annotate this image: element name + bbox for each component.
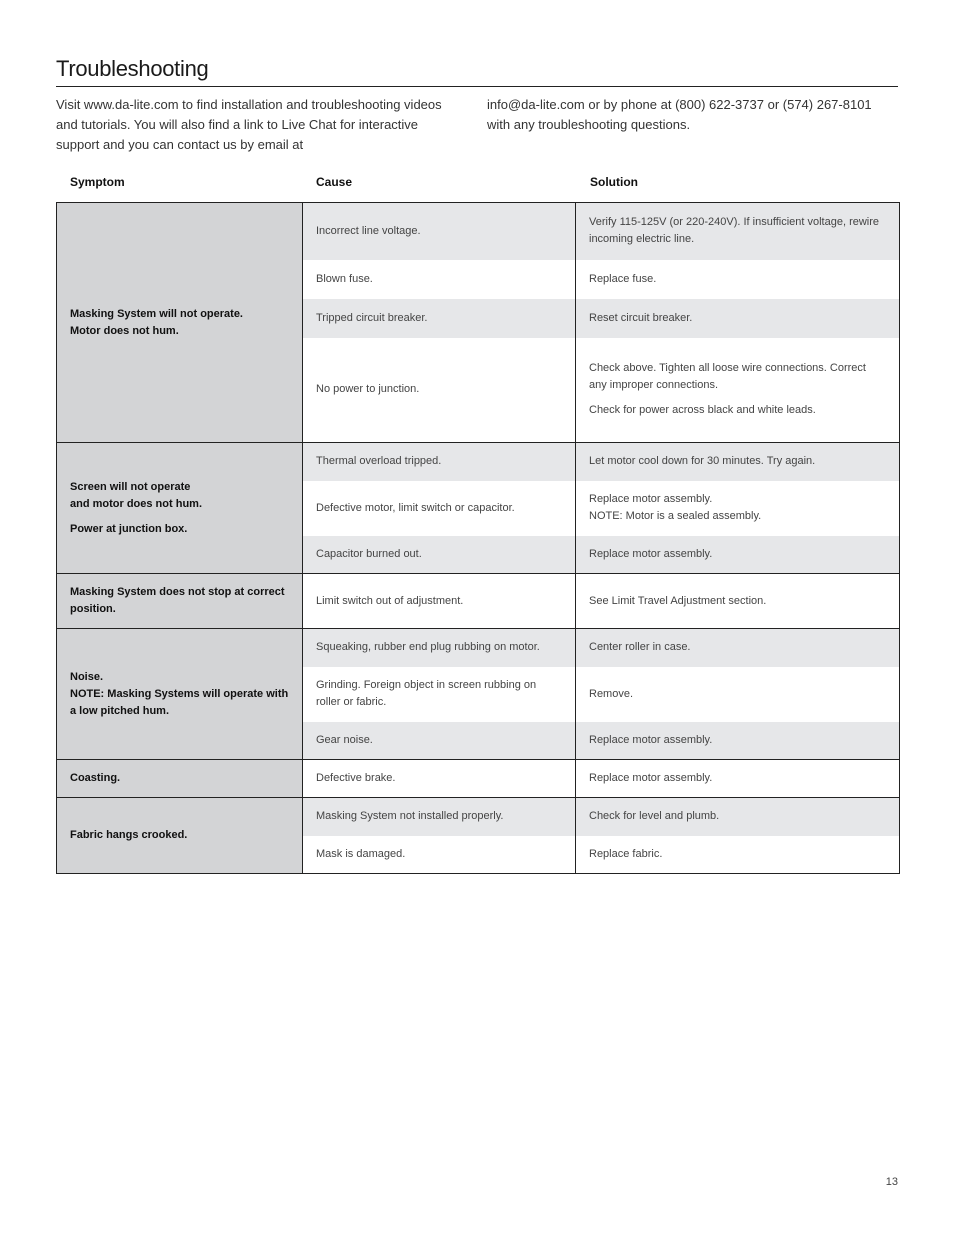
solution-cell — [576, 536, 900, 574]
symptom-cell — [57, 798, 303, 874]
solution-text: Remove. — [589, 687, 634, 700]
symptom-column-header: Symptom — [70, 175, 125, 189]
solution-cell — [576, 260, 900, 299]
table-row — [57, 629, 900, 667]
solution-text: Replace fuse. — [589, 272, 657, 285]
solution-text: Replace motor assembly. — [589, 547, 713, 560]
solution-cell — [576, 836, 900, 874]
solution-text: Verify 115-125V (or 220-240V). If insufficient voltage, rewire incoming electric line. — [589, 216, 880, 246]
solution-cell — [576, 481, 900, 536]
table-row — [57, 443, 900, 481]
solution-cell — [576, 574, 900, 629]
symptom-cell — [57, 629, 303, 760]
symptom-text: NOTE: Masking Systems will operate with a low pitched hum. — [70, 687, 289, 717]
page-title: Troubleshooting — [56, 56, 898, 87]
solution-cell — [576, 299, 900, 338]
symptom-text: Screen will not operate — [70, 480, 191, 493]
cause-column-header: Cause — [316, 175, 353, 189]
symptom-cell — [57, 574, 303, 629]
cause-cell: Gear noise. — [303, 722, 576, 760]
solution-column-header: Solution — [590, 175, 638, 189]
solution-cell — [576, 798, 900, 836]
symptom-cell — [57, 760, 303, 798]
solution-cell — [576, 203, 900, 260]
solution-text: Replace motor assembly. — [589, 493, 713, 505]
cause-cell: Capacitor burned out. — [303, 536, 576, 574]
cause-cell: Masking System not installed properly. — [303, 798, 576, 836]
solution-text: Replace motor assembly. — [589, 733, 713, 746]
cause-cell: Tripped circuit breaker. — [303, 299, 576, 338]
cause-cell: No power to junction. — [303, 338, 576, 443]
cause-cell: Grinding. Foreign object in screen rubbing on roller or fabric. — [303, 667, 576, 722]
table-row — [57, 574, 900, 629]
cause-cell: Blown fuse. — [303, 260, 576, 299]
solution-cell — [576, 338, 900, 443]
symptom-text: and motor does not hum. — [70, 497, 202, 510]
solution-text: Check above. Tighten all loose wire connections. Correct any improper connections. — [589, 362, 866, 392]
solution-text: Let motor cool down for 30 minutes. Try again. — [589, 455, 816, 468]
solution-text: Replace motor assembly. — [589, 772, 713, 784]
table-row — [57, 203, 900, 260]
solution-text: Check for power across black and white leads. — [589, 404, 816, 417]
cause-cell: Incorrect line voltage. — [303, 203, 576, 260]
cause-cell: Mask is damaged. — [303, 836, 576, 874]
solution-text: See Limit Travel Adjustment section. — [589, 594, 767, 607]
solution-cell — [576, 760, 900, 798]
solution-text: NOTE: Motor is a sealed assembly. — [589, 510, 762, 522]
symptom-text: Motor does not hum. — [70, 324, 179, 337]
solution-cell — [576, 629, 900, 667]
solution-cell — [576, 667, 900, 722]
symptom-cell — [57, 203, 303, 443]
table-row — [57, 760, 900, 798]
solution-cell — [576, 443, 900, 481]
solution-text: Reset circuit breaker. — [589, 311, 693, 324]
symptom-text: Noise. — [70, 670, 104, 683]
solution-text: Center roller in case. — [589, 641, 691, 654]
page-number: 13 — [885, 1176, 898, 1188]
troubleshooting-table — [56, 202, 900, 874]
intro-paragraph-right: info@da-lite.com or by phone at (800) 622-3737 or (574) 267-8101 with any troubleshooting questions. — [487, 97, 872, 132]
table-row — [57, 798, 900, 836]
cause-cell: Defective motor, limit switch or capacitor. — [303, 481, 576, 536]
cause-cell: Limit switch out of adjustment. — [303, 574, 576, 629]
symptom-text: Fabric hangs crooked. — [70, 829, 188, 841]
solution-text: Replace fabric. — [589, 847, 663, 860]
symptom-text: Coasting. — [70, 772, 121, 784]
cause-cell: Defective brake. — [303, 760, 576, 798]
symptom-text: Power at junction box. — [70, 522, 188, 535]
intro-paragraph-left: Visit www.da-lite.com to find installation and troubleshooting videos and tutorials. You will also find a link to Live Chat for interactive support and you can contact us by email at — [56, 97, 442, 152]
symptom-cell — [57, 443, 303, 574]
symptom-text: Masking System does not stop at correct position. — [70, 586, 285, 615]
solution-text: Check for level and plumb. — [589, 810, 720, 823]
solution-cell — [576, 722, 900, 760]
symptom-text: Masking System will not operate. — [70, 307, 243, 320]
cause-cell: Squeaking, rubber end plug rubbing on motor. — [303, 629, 576, 667]
cause-cell: Thermal overload tripped. — [303, 443, 576, 481]
